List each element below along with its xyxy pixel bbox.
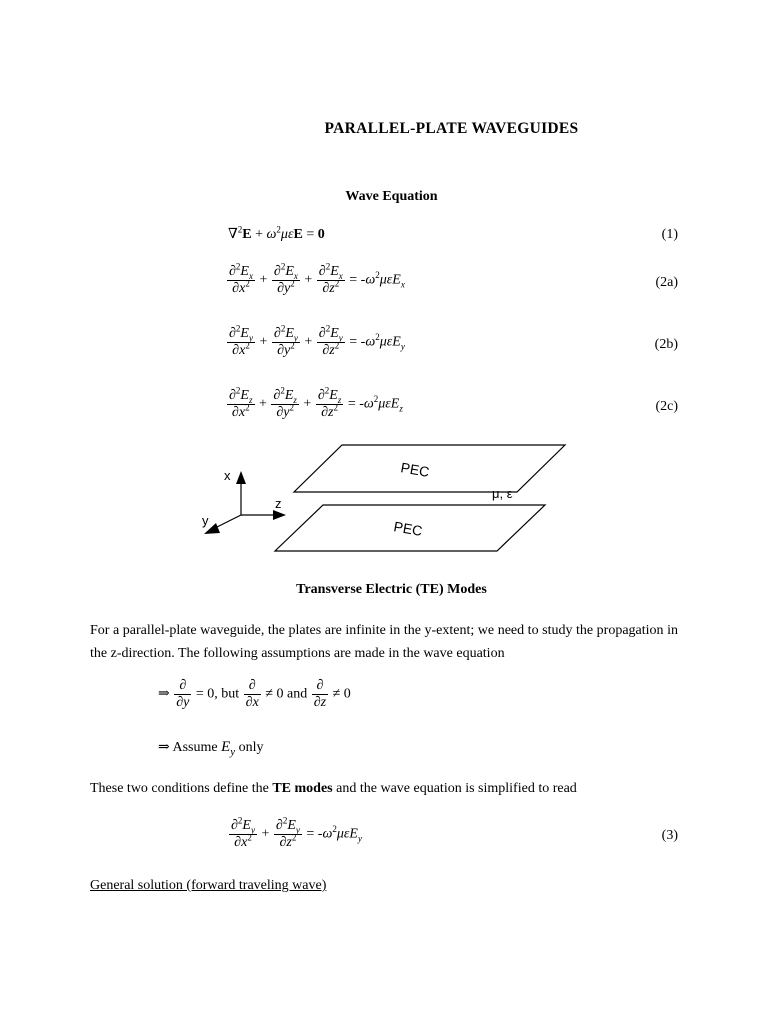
equation-1: $\nabla^2E + \omega^2\mu\varepsilon E = 0$	[228, 224, 325, 242]
assumption-1: ⇒ $\frac{\partial}{\partial y}$ = 0, but $\frac{\partial}{\partial x}$ ≠ 0 and $\frac{\partial}{\partial z}$ ≠ 0	[158, 678, 351, 710]
axis-z-label: z	[275, 496, 282, 511]
equation-2c-number: (2c)	[655, 399, 678, 414]
paragraph-1: For a parallel-plate waveguide, the plates are infinite in the y-extent; we need to study the propagation in the z-direction. The following assumptions are made in the wave equation	[90, 623, 678, 661]
equation-2b-number: (2b)	[654, 337, 678, 352]
x-axis-arrow	[236, 471, 246, 484]
equation-3-number: (3)	[661, 828, 678, 843]
assumption-but: , but	[214, 686, 240, 702]
equation-2b: $\frac{\partial^2E_y}{\partial x^2}$ + $\frac{\partial^2E_y}{\partial y^2}$ + $\frac{\partial^2E_y}{\partial z^2}$ = $-\omega^2\mu\varepsilon E_y$	[229, 323, 405, 358]
equation-2a: $\frac{\partial^2E_x}{\partial x^2}$ + $\frac{\partial^2E_x}{\partial y^2}$ + $\frac{\partial^2E_x}{\partial z^2}$ = $-\omega^2\mu\varepsilon E_x$	[229, 261, 405, 296]
te-modes-bold: TE modes	[272, 781, 333, 796]
medium-label: μ, ε	[492, 486, 513, 501]
equation-2c: $\frac{\partial^2E_z}{\partial x^2}$ + $\frac{\partial^2E_z}{\partial y^2}$ + $\frac{\partial^2E_z}{\partial z^2}$ = $-\omega^2\mu\varepsilon E_z$	[229, 385, 403, 420]
page-title: PARALLEL-PLATE WAVEGUIDES	[324, 120, 579, 137]
equation-2a-number: (2a)	[655, 275, 678, 290]
assumption-2: ⇒ Assume $E_y$ only	[158, 739, 264, 758]
bottom-plate-label: PEC	[392, 518, 424, 539]
axis-x-label: x	[224, 468, 231, 483]
assume-text: Assume	[172, 740, 218, 755]
z-axis-arrow	[273, 510, 286, 520]
equation-3: $\frac{\partial^2E_y}{\partial x^2}$ + $\frac{\partial^2E_y}{\partial z^2}$ = $-\omega^2\mu\varepsilon E_y$	[231, 815, 362, 850]
te-modes-heading: Transverse Electric (TE) Modes	[296, 582, 487, 597]
paragraph-2: These two conditions define the TE modes and the wave equation is simplified to read	[90, 781, 577, 796]
waveguide-figure	[0, 430, 768, 570]
axis-y-label: y	[202, 513, 209, 528]
top-plate-label: PEC	[399, 459, 431, 480]
wave-equation-heading: Wave Equation	[345, 189, 438, 204]
equation-1-number: (1)	[661, 227, 678, 242]
assumption-and: and	[287, 686, 308, 702]
general-solution-heading: General solution (forward traveling wave)	[90, 878, 327, 893]
